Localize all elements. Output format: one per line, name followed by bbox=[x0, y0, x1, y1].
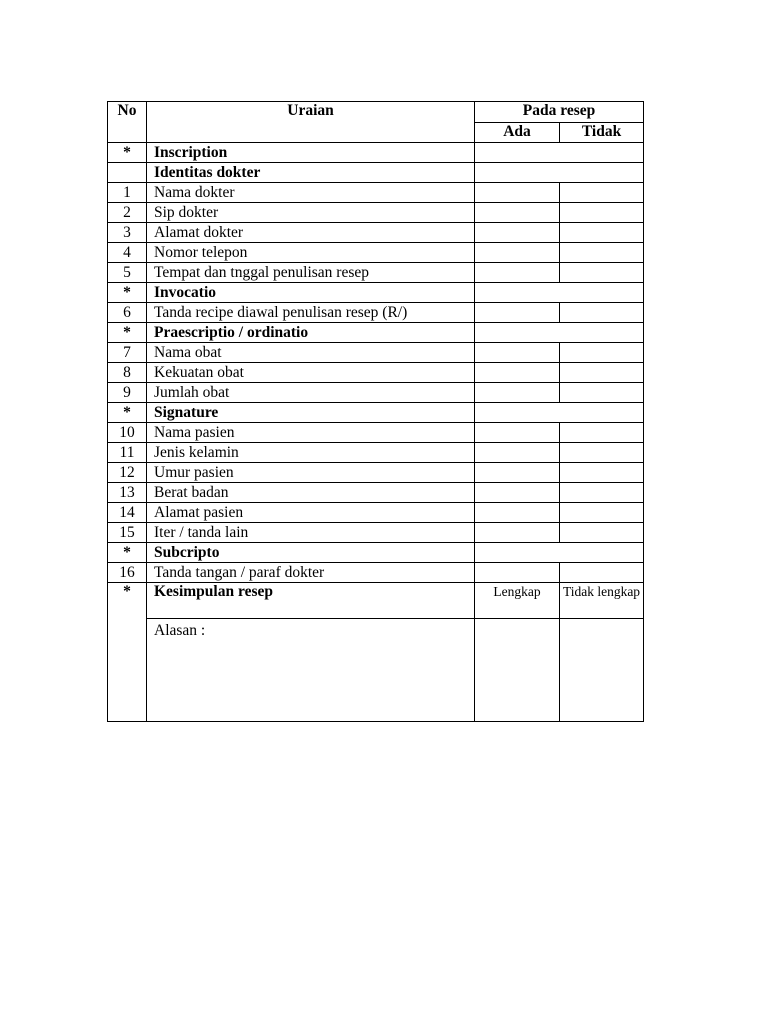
row-description: Alamat dokter bbox=[147, 223, 475, 243]
row-description: Inscription bbox=[147, 143, 475, 163]
header-tidak: Tidak bbox=[560, 123, 644, 143]
tidak-checkbox-cell[interactable] bbox=[560, 483, 644, 503]
row-description: Praescriptio / ordinatio bbox=[147, 323, 475, 343]
row-number: 13 bbox=[108, 483, 147, 503]
tidak-checkbox-cell[interactable] bbox=[560, 243, 644, 263]
row-number: 8 bbox=[108, 363, 147, 383]
row-number: 14 bbox=[108, 503, 147, 523]
alasan-field: Alasan : bbox=[147, 619, 475, 722]
ada-checkbox-cell[interactable] bbox=[475, 563, 560, 583]
tidak-checkbox-cell[interactable] bbox=[560, 523, 644, 543]
table-header bbox=[108, 102, 644, 143]
section-check-cell bbox=[475, 283, 644, 303]
ada-checkbox-cell[interactable] bbox=[475, 203, 560, 223]
row-number: 12 bbox=[108, 463, 147, 483]
table-row bbox=[108, 503, 644, 523]
ada-checkbox-cell[interactable] bbox=[475, 483, 560, 503]
table-row bbox=[108, 343, 644, 363]
row-description: Signature bbox=[147, 403, 475, 423]
section-row bbox=[108, 543, 644, 563]
row-description: Iter / tanda lain bbox=[147, 523, 475, 543]
ada-checkbox-cell[interactable] bbox=[475, 223, 560, 243]
tidak-checkbox-cell[interactable] bbox=[560, 363, 644, 383]
ada-checkbox-cell[interactable] bbox=[475, 383, 560, 403]
section-row bbox=[108, 283, 644, 303]
table-row bbox=[108, 563, 644, 583]
header-uraian: Uraian bbox=[147, 102, 475, 143]
ada-checkbox-cell[interactable] bbox=[475, 243, 560, 263]
section-check-cell bbox=[475, 543, 644, 563]
row-description: Alamat pasien bbox=[147, 503, 475, 523]
row-number: 16 bbox=[108, 563, 147, 583]
row-number: 7 bbox=[108, 343, 147, 363]
row-number: * bbox=[108, 143, 147, 163]
row-description: Identitas dokter bbox=[147, 163, 475, 183]
table-row bbox=[108, 303, 644, 323]
row-number bbox=[108, 163, 147, 183]
row-number: 2 bbox=[108, 203, 147, 223]
row-number: 1 bbox=[108, 183, 147, 203]
table-row bbox=[108, 423, 644, 443]
tidak-checkbox-cell[interactable] bbox=[560, 183, 644, 203]
conclusion-section bbox=[108, 583, 644, 722]
conclusion-marker: * bbox=[108, 583, 147, 722]
row-description: Nama pasien bbox=[147, 423, 475, 443]
section-row bbox=[108, 163, 644, 183]
table-row bbox=[108, 203, 644, 223]
row-number: * bbox=[108, 283, 147, 303]
row-number: 15 bbox=[108, 523, 147, 543]
table-row bbox=[108, 363, 644, 383]
row-description: Sip dokter bbox=[147, 203, 475, 223]
row-number: 6 bbox=[108, 303, 147, 323]
tidak-checkbox-cell[interactable] bbox=[560, 463, 644, 483]
ada-checkbox-cell[interactable] bbox=[475, 303, 560, 323]
row-number: 5 bbox=[108, 263, 147, 283]
row-description: Kekuatan obat bbox=[147, 363, 475, 383]
header-pada-resep: Pada resep bbox=[475, 102, 644, 123]
row-description: Invocatio bbox=[147, 283, 475, 303]
section-check-cell bbox=[475, 163, 644, 183]
tidak-checkbox-cell[interactable] bbox=[560, 383, 644, 403]
section-row bbox=[108, 403, 644, 423]
table-body bbox=[108, 143, 644, 583]
tidak-checkbox-cell[interactable] bbox=[560, 263, 644, 283]
row-description: Jenis kelamin bbox=[147, 443, 475, 463]
row-description: Tempat dan tnggal penulisan resep bbox=[147, 263, 475, 283]
tidak-checkbox-cell[interactable] bbox=[560, 343, 644, 363]
row-description: Tanda recipe diawal penulisan resep (R/) bbox=[147, 303, 475, 323]
tidak-checkbox-cell[interactable] bbox=[560, 443, 644, 463]
ada-checkbox-cell[interactable] bbox=[475, 183, 560, 203]
row-number: 4 bbox=[108, 243, 147, 263]
conclusion-lengkap: Lengkap bbox=[475, 583, 560, 619]
row-description: Subcripto bbox=[147, 543, 475, 563]
row-description: Umur pasien bbox=[147, 463, 475, 483]
ada-checkbox-cell[interactable] bbox=[475, 363, 560, 383]
tidak-checkbox-cell[interactable] bbox=[560, 503, 644, 523]
header-ada: Ada bbox=[475, 123, 560, 143]
prescription-checklist-table bbox=[107, 101, 644, 722]
table-row bbox=[108, 243, 644, 263]
section-check-cell bbox=[475, 403, 644, 423]
tidak-checkbox-cell[interactable] bbox=[560, 203, 644, 223]
section-check-cell bbox=[475, 323, 644, 343]
table-row bbox=[108, 383, 644, 403]
tidak-checkbox-cell[interactable] bbox=[560, 563, 644, 583]
tidak-checkbox-cell[interactable] bbox=[560, 223, 644, 243]
header-no: No bbox=[108, 102, 147, 143]
conclusion-tidak-lengkap: Tidak lengkap bbox=[560, 583, 644, 619]
section-row bbox=[108, 143, 644, 163]
ada-checkbox-cell[interactable] bbox=[475, 503, 560, 523]
table-row bbox=[108, 183, 644, 203]
table-row bbox=[108, 463, 644, 483]
row-number: * bbox=[108, 543, 147, 563]
row-number: 11 bbox=[108, 443, 147, 463]
table-row bbox=[108, 263, 644, 283]
table-row bbox=[108, 483, 644, 503]
row-description: Nama dokter bbox=[147, 183, 475, 203]
row-description: Tanda tangan / paraf dokter bbox=[147, 563, 475, 583]
table-row bbox=[108, 523, 644, 543]
ada-checkbox-cell[interactable] bbox=[475, 263, 560, 283]
tidak-checkbox-cell[interactable] bbox=[560, 303, 644, 323]
row-description: Berat badan bbox=[147, 483, 475, 503]
ada-checkbox-cell[interactable] bbox=[475, 523, 560, 543]
row-description: Jumlah obat bbox=[147, 383, 475, 403]
ada-checkbox-cell[interactable] bbox=[475, 463, 560, 483]
row-number: * bbox=[108, 403, 147, 423]
conclusion-label: Kesimpulan resep bbox=[147, 583, 475, 619]
table-row bbox=[108, 223, 644, 243]
alasan-tidak-lengkap-cell bbox=[560, 619, 644, 722]
ada-checkbox-cell[interactable] bbox=[475, 443, 560, 463]
row-description: Nama obat bbox=[147, 343, 475, 363]
row-number: 10 bbox=[108, 423, 147, 443]
section-check-cell bbox=[475, 143, 644, 163]
table-row bbox=[108, 443, 644, 463]
row-number: 9 bbox=[108, 383, 147, 403]
row-number: * bbox=[108, 323, 147, 343]
ada-checkbox-cell[interactable] bbox=[475, 423, 560, 443]
tidak-checkbox-cell[interactable] bbox=[560, 423, 644, 443]
alasan-lengkap-cell bbox=[475, 619, 560, 722]
row-description: Nomor telepon bbox=[147, 243, 475, 263]
section-row bbox=[108, 323, 644, 343]
ada-checkbox-cell[interactable] bbox=[475, 343, 560, 363]
row-number: 3 bbox=[108, 223, 147, 243]
